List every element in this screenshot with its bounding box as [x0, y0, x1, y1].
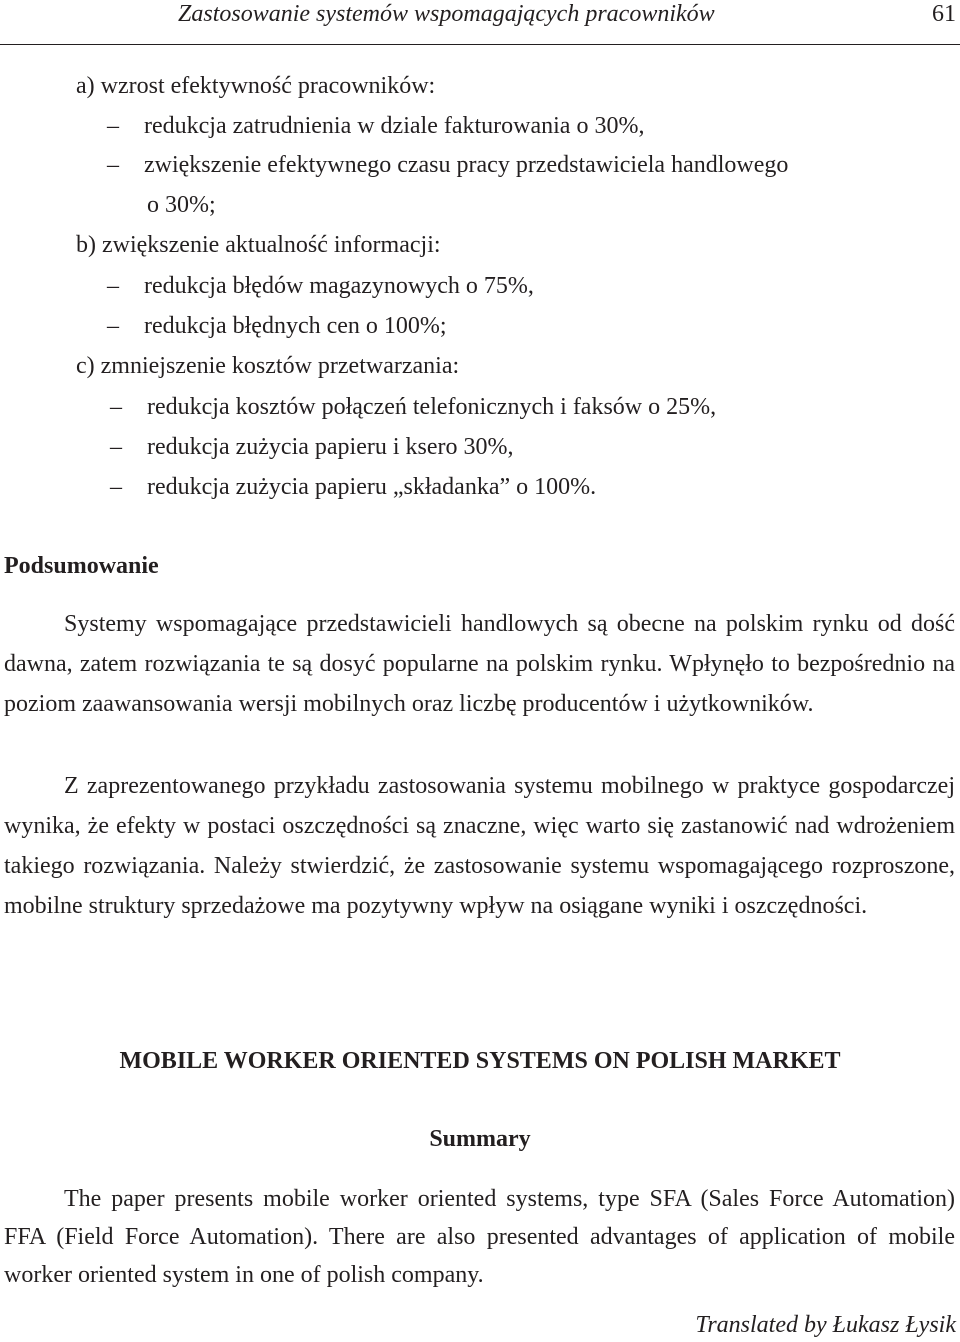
english-title: MOBILE WORKER ORIENTED SYSTEMS ON POLISH MARKET — [119, 1048, 841, 1074]
dash-bullet: – — [107, 273, 119, 299]
dash-bullet: – — [110, 394, 122, 420]
english-summary-body: The paper presents mobile worker oriented systems, type SFA (Sales Force Automation) FFA (Field Force Automation). There are also presented advantages of application of mobile worker oriented system in one of polish company. — [4, 1186, 955, 1288]
dash-bullet: – — [107, 113, 119, 139]
dash-bullet: – — [107, 313, 119, 339]
list-item: redukcja zatrudnienia w dziale fakturowania o 30%, — [144, 113, 645, 139]
summary-paragraph — [4, 766, 955, 926]
section-heading-summary: Podsumowanie — [4, 553, 159, 579]
list-item-a: a) wzrost efektywność pracowników: — [76, 73, 436, 99]
list-item: redukcja błędów magazynowych o 75%, — [144, 273, 534, 299]
list-item: redukcja zużycia papieru „składanka” o 100%. — [147, 474, 597, 500]
summary-paragraph-text: Z zaprezentowanego przykładu zastosowania systemu mobilnego w praktyce gospodarczej wynika, że efekty w postaci oszczędności są znaczne, więc warto się zastanowić nad wdrożeniem takiego rozwiązania. Należy stwierdzić, że zastosowanie systemu wspomagającego rozproszone, mobilne struktury sprzedażowe ma pozytywny wpływ na osiągane wyniki i oszczędności. — [4, 773, 955, 919]
dash-bullet: – — [110, 474, 122, 500]
dash-bullet: – — [107, 152, 119, 178]
list-item-b: b) zwiększenie aktualność informacji: — [76, 232, 441, 258]
running-header — [0, 0, 960, 45]
list-item-continuation: o 30%; — [147, 192, 216, 218]
list-item: redukcja kosztów połączeń telefonicznych i faksów o 25%, — [147, 394, 717, 420]
list-item-c: c) zmniejszenie kosztów przetwarzania: — [76, 353, 460, 379]
translator-credit: Translated by Łukasz Łysik — [695, 1312, 956, 1338]
list-item: zwiększenie efektywnego czasu pracy przedstawiciela handlowego — [144, 152, 789, 178]
summary-paragraph-text: Systemy wspomagające przedstawicieli handlowych są obecne na polskim rynku od dość dawna, zatem rozwiązania te są dosyć popularne na polskim rynku. Wpłynęło to bezpośrednio na poziom zaawansowania wersji mobilnych oraz liczbę producentów i użytkowników. — [4, 611, 955, 717]
list-item: redukcja zużycia papieru i ksero 30%, — [147, 434, 514, 460]
summary-paragraph — [4, 604, 955, 724]
page-number: 61 — [932, 1, 956, 27]
english-summary-heading: Summary — [429, 1126, 531, 1152]
dash-bullet: – — [110, 434, 122, 460]
list-item: redukcja błędnych cen o 100%; — [144, 313, 447, 339]
running-header-title: Zastosowanie systemów wspomagających pracowników — [178, 1, 715, 27]
english-summary-text — [4, 1180, 955, 1294]
